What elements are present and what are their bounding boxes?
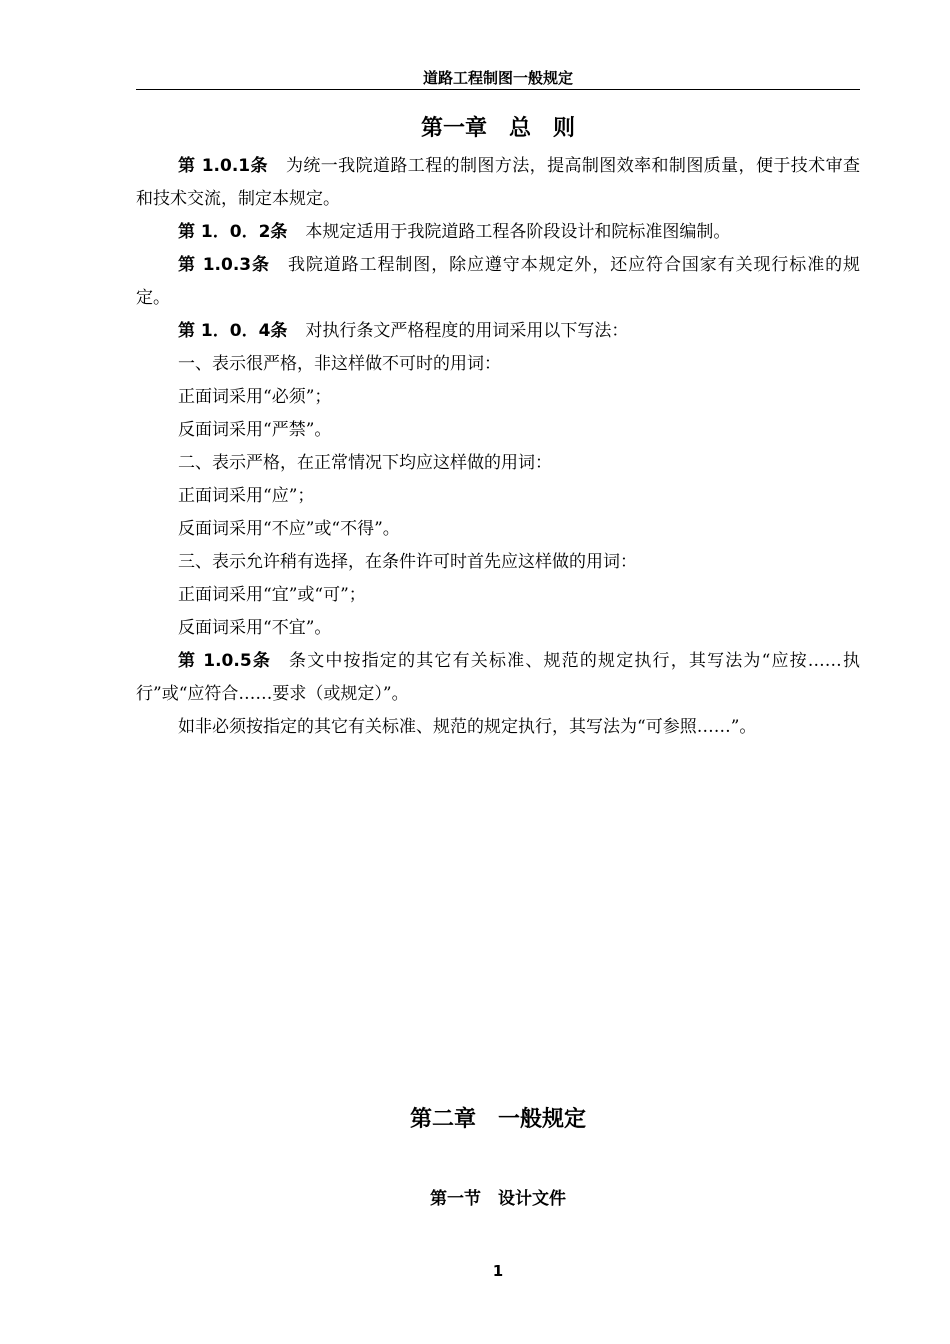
article-1-0-4 bbox=[136, 315, 860, 348]
article-number: 第 1.0.3条 bbox=[178, 255, 270, 275]
usage-line: 一、表示很严格，非这样做不可时的用词： bbox=[178, 354, 501, 374]
usage-line: 正面词采用“必须”； bbox=[178, 387, 332, 407]
chapter-2-title: 第二章 一般规定 bbox=[409, 1107, 586, 1132]
article-number: 第 1．0．2条 bbox=[178, 222, 288, 242]
usage-line: 反面词采用“不应”或“不得”。 bbox=[178, 519, 400, 539]
usage-line: 二、表示严格，在正常情况下均应这样做的用词： bbox=[178, 453, 552, 473]
usage-line: 三、表示允许稍有选择，在条件许可时首先应这样做的用词： bbox=[178, 552, 637, 572]
article-1-0-5 bbox=[136, 645, 860, 711]
usage-line: 反面词采用“严禁”。 bbox=[178, 420, 332, 440]
article-text: 本规定适用于我院道路工程各阶段设计和院标准图编制。 bbox=[305, 222, 731, 242]
usage-line: 正面词采用“宜”或“可”； bbox=[178, 585, 366, 605]
article-1-0-3 bbox=[136, 249, 860, 315]
page-number: 1 bbox=[492, 1262, 504, 1280]
header-rule bbox=[136, 89, 860, 90]
article-text: 我院道路工程制图，除应遵守本规定外，还应符合国家有关现行标准的规定。 bbox=[136, 255, 861, 308]
article-text: 条文中按指定的其它有关标准、规范的规定执行，其写法为“应按……执行”或“应符合……要求（或规定）”。 bbox=[136, 651, 860, 704]
article-number: 第 1.0.1条 bbox=[178, 156, 268, 176]
article-text: 为统一我院道路工程的制图方法，提高制图效率和制图质量，便于技术审查和技术交流，制定本规定。 bbox=[136, 156, 860, 209]
usage-line: 正面词采用“应”； bbox=[178, 486, 315, 506]
chapter-1-body bbox=[136, 150, 860, 744]
article-number: 第 1．0．4条 bbox=[178, 321, 288, 341]
closing-paragraph: 如非必须按指定的其它有关标准、规范的规定执行，其写法为“可参照……”。 bbox=[178, 717, 757, 737]
article-text: 对执行条文严格程度的用词采用以下写法： bbox=[305, 321, 629, 341]
article-number: 第 1.0.5条 bbox=[178, 651, 272, 671]
running-header: 道路工程制图一般规定 bbox=[422, 69, 573, 87]
usage-line: 反面词采用“不宜”。 bbox=[178, 618, 332, 638]
article-1-0-1 bbox=[136, 150, 860, 216]
chapter-1-title: 第一章 总 则 bbox=[420, 116, 575, 141]
section-1-title: 第一节 设计文件 bbox=[430, 1189, 566, 1209]
article-1-0-2 bbox=[136, 216, 860, 249]
